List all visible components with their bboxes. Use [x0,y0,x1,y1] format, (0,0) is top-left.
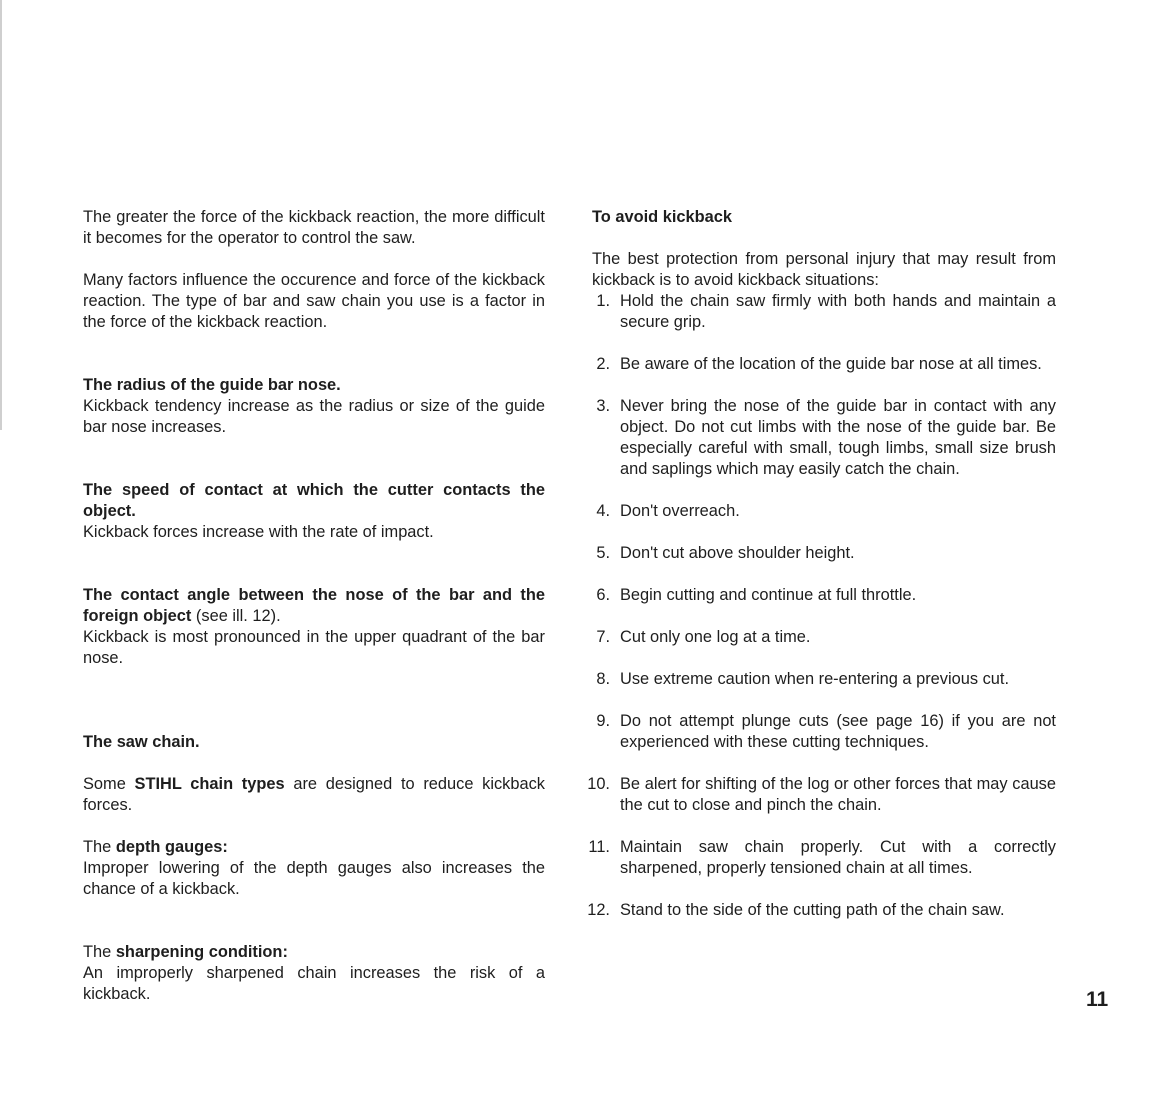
list-item-text: Don't overreach. [620,502,740,520]
list-item-text: Be alert for shifting of the log or other forces that may cause the cut to close and pinch the chain. [620,775,1056,814]
angle-text: Kickback is most pronounced in the upper quadrant of the bar nose. [83,628,545,667]
list-item-number: 3. [596,397,610,415]
depth-bold: depth gauges: [115,838,228,856]
list-item [592,627,1056,648]
list-item-text: Never bring the nose of the guide bar in contact with any object. Do not cut limbs with the nose of the guide bar. Be especially careful with small, tough limbs, small size brush and saplings which may easily catch the chain. [620,397,1056,478]
list-item [587,774,1056,816]
angle-heading-ref: (see ill. 12). [191,607,281,625]
list-item [592,711,1056,753]
list-item-number: 10. [587,775,610,793]
list-item-text: Use extreme caution when re-entering a previous cut. [620,670,1010,688]
intro-paragraph-2: Many factors influence the occurence and force of the kickback reaction. The type of bar and saw chain you use is a factor in the force of the kickback reaction. [83,271,545,331]
list-item [592,585,1056,606]
list-item-text: Don't cut above shoulder height. [620,544,855,562]
kickback-avoidance-list [587,291,1056,921]
list-item-text: Hold the chain saw firmly with both hands and maintain a secure grip. [620,292,1056,331]
depth-pre: The [83,838,116,856]
angle-heading-bold: The contact angle between the nose of the bar and the foreign object [83,586,545,625]
radius-text: Kickback tendency increase as the radius or size of the guide bar nose increases. [83,397,545,436]
list-item-number: 2. [596,355,610,373]
chain-text-bold: STIHL chain types [134,775,285,793]
sharp-bold: sharpening condition: [115,943,288,961]
intro-paragraph-1: The greater the force of the kickback reaction, the more difficult it becomes for the operator to control the saw. [83,208,545,247]
left-column [83,207,545,1005]
speed-text: Kickback forces increase with the rate of impact. [83,523,434,541]
list-item-number: 4. [596,502,610,520]
saw-chain-text [83,774,545,816]
list-item-text: Stand to the side of the cutting path of the chain saw. [620,901,1005,919]
depth-gauges-heading [83,837,545,858]
list-item [587,900,1056,921]
right-column [587,207,1056,942]
list-item [592,396,1056,480]
list-item-number: 5. [596,544,610,562]
list-item-number: 9. [596,712,610,730]
chain-text-pre: Some [83,775,135,793]
depth-gauges-text: Improper lowering of the depth gauges also increases the chance of a kickback. [83,859,545,898]
list-item [592,291,1056,333]
list-item [592,669,1056,690]
sharpening-text: An improperly sharpened chain increases the risk of a kickback. [83,964,545,1003]
page-binding-edge [0,0,2,430]
list-item [592,543,1056,564]
list-item [592,354,1056,375]
list-item-text: Maintain saw chain properly. Cut with a correctly sharpened, properly tensioned chain at all times. [620,838,1056,877]
chain-text-post: are designed to reduce kickback forces. [83,775,545,814]
saw-chain-heading: The saw chain. [83,733,200,751]
list-item-text: Begin cutting and continue at full throttle. [620,586,917,604]
list-item-number: 8. [596,670,610,688]
radius-heading: The radius of the guide bar nose. [83,376,341,394]
list-item-number: 6. [596,586,610,604]
list-item [592,501,1056,522]
list-item [588,837,1056,879]
list-item-text: Cut only one log at a time. [620,628,811,646]
speed-heading: The speed of contact at which the cutter contacts the object. [83,481,545,520]
page-number: 11 [1086,988,1109,1011]
avoid-kickback-intro: The best protection from personal injury that may result from kickback is to avoid kickback situations: [592,250,1056,289]
list-item-number: 12. [587,901,610,919]
list-item-number: 11. [588,838,610,856]
list-item-number: 7. [596,628,610,646]
list-item-number: 1. [596,292,610,310]
sharpening-heading [83,942,545,963]
list-item-text: Be aware of the location of the guide bar nose at all times. [620,355,1042,373]
angle-heading [83,585,545,627]
avoid-kickback-heading: To avoid kickback [592,208,732,226]
sharp-pre: The [83,943,116,961]
list-item-text: Do not attempt plunge cuts (see page 16) if you are not experienced with these cutting techniques. [620,712,1056,751]
